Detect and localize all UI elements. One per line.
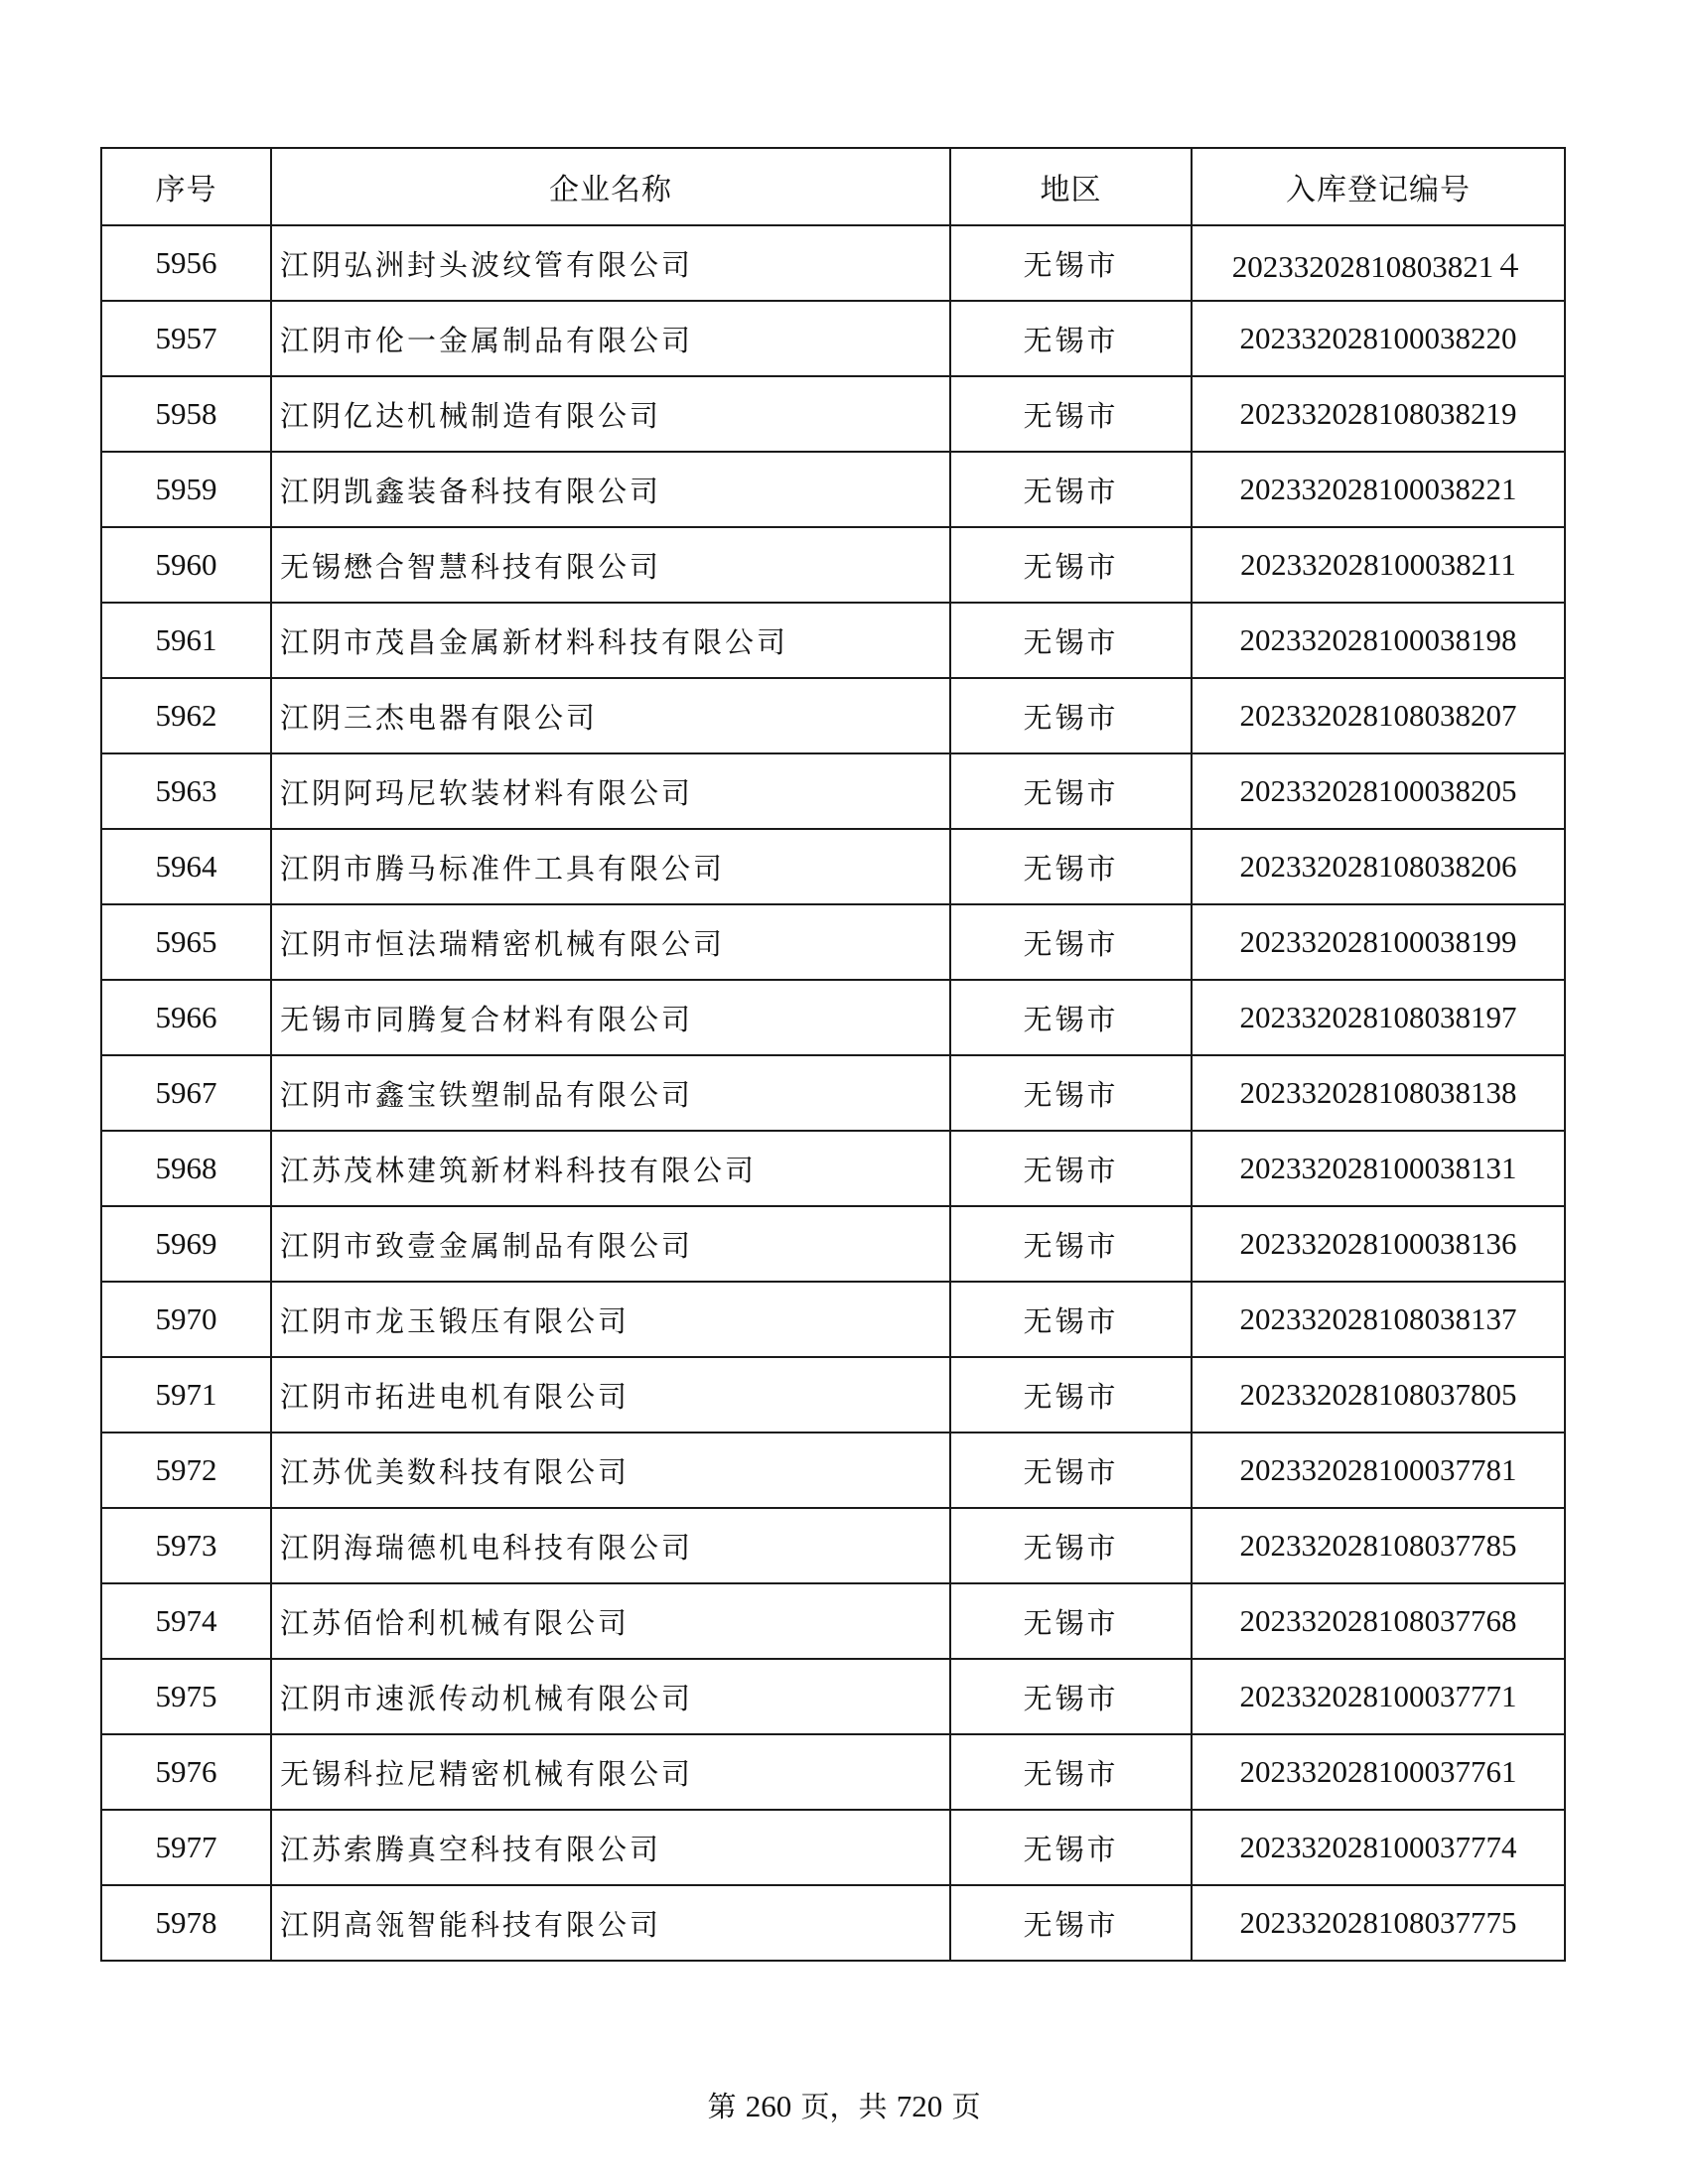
table-row xyxy=(101,753,1565,829)
region-cell: 无锡市 xyxy=(950,1206,1192,1282)
row-number-cell: 5972 xyxy=(101,1433,271,1508)
region-cell: 无锡市 xyxy=(950,376,1192,452)
registration-code-cell: 202332028100038221 xyxy=(1192,452,1565,527)
company-name-cell: 无锡懋合智慧科技有限公司 xyxy=(271,527,950,603)
header-num: 序号 xyxy=(101,148,271,225)
row-number-cell: 5978 xyxy=(101,1885,271,1961)
footer-page-number: 260 xyxy=(745,2089,792,2123)
registration-code-cell: 202332028108038138 xyxy=(1192,1055,1565,1131)
row-number-cell: 5957 xyxy=(101,301,271,376)
registration-code-cell: 202332028100038136 xyxy=(1192,1206,1565,1282)
row-number-cell: 5968 xyxy=(101,1131,271,1206)
table-row xyxy=(101,829,1565,904)
table-row xyxy=(101,603,1565,678)
registration-code-cell: 202332028108038197 xyxy=(1192,980,1565,1055)
row-number-cell: 5976 xyxy=(101,1734,271,1810)
company-name-cell: 江阴市恒法瑞精密机械有限公司 xyxy=(271,904,950,980)
table-row xyxy=(101,452,1565,527)
table-row xyxy=(101,376,1565,452)
row-number-cell: 5960 xyxy=(101,527,271,603)
table-row xyxy=(101,1433,1565,1508)
enterprise-registry-table xyxy=(100,147,1566,1962)
row-number-cell: 5961 xyxy=(101,603,271,678)
table-row xyxy=(101,1885,1565,1961)
registration-code-cell: 202332028108037775 xyxy=(1192,1885,1565,1961)
company-name-cell: 江阴弘洲封头波纹管有限公司 xyxy=(271,225,950,301)
region-cell: 无锡市 xyxy=(950,1810,1192,1885)
row-number-cell: 5956 xyxy=(101,225,271,301)
region-cell: 无锡市 xyxy=(950,1433,1192,1508)
row-number-cell: 5964 xyxy=(101,829,271,904)
region-cell: 无锡市 xyxy=(950,1055,1192,1131)
region-cell: 无锡市 xyxy=(950,753,1192,829)
company-name-cell: 江阴市速派传动机械有限公司 xyxy=(271,1659,950,1734)
registration-code-cell: 202332028100038211 xyxy=(1192,527,1565,603)
registration-code-cell: 202332028100037781 xyxy=(1192,1433,1565,1508)
registration-code-cell: 202332028108037805 xyxy=(1192,1357,1565,1433)
registration-code-cell: 202332028100037771 xyxy=(1192,1659,1565,1734)
row-number-cell: 5958 xyxy=(101,376,271,452)
page-footer xyxy=(0,2085,1688,2125)
table-row xyxy=(101,1206,1565,1282)
table-row xyxy=(101,1734,1565,1810)
region-cell: 无锡市 xyxy=(950,603,1192,678)
row-number-cell: 5967 xyxy=(101,1055,271,1131)
region-cell: 无锡市 xyxy=(950,527,1192,603)
table-row xyxy=(101,678,1565,753)
region-cell: 无锡市 xyxy=(950,1131,1192,1206)
table-row xyxy=(101,1583,1565,1659)
registration-code-cell: 202332028108038206 xyxy=(1192,829,1565,904)
header-region: 地区 xyxy=(950,148,1192,225)
company-name-cell: 江苏茂林建筑新材料科技有限公司 xyxy=(271,1131,950,1206)
company-name-cell: 江阴市鑫宝铁塑制品有限公司 xyxy=(271,1055,950,1131)
footer-middle: 页，共 xyxy=(800,2090,888,2123)
row-number-cell: 5977 xyxy=(101,1810,271,1885)
region-cell: 无锡市 xyxy=(950,980,1192,1055)
company-name-cell: 江阴市致壹金属制品有限公司 xyxy=(271,1206,950,1282)
registration-code-cell: 202332028108038219 xyxy=(1192,376,1565,452)
row-number-cell: 5970 xyxy=(101,1282,271,1357)
registration-code-cell: 202332028108038207 xyxy=(1192,678,1565,753)
region-cell: 无锡市 xyxy=(950,1357,1192,1433)
row-number-cell: 5963 xyxy=(101,753,271,829)
registration-code-cell: 202332028100038199 xyxy=(1192,904,1565,980)
company-name-cell: 江阴高瓴智能科技有限公司 xyxy=(271,1885,950,1961)
region-cell: 无锡市 xyxy=(950,1282,1192,1357)
table-row xyxy=(101,1131,1565,1206)
row-number-cell: 5975 xyxy=(101,1659,271,1734)
company-name-cell: 江阴亿达机械制造有限公司 xyxy=(271,376,950,452)
company-name-cell: 江阴阿玛尼软装材料有限公司 xyxy=(271,753,950,829)
row-number-cell: 5965 xyxy=(101,904,271,980)
registration-code-cell: 202332028100037761 xyxy=(1192,1734,1565,1810)
footer-prefix: 第 xyxy=(707,2090,737,2123)
region-cell: 无锡市 xyxy=(950,904,1192,980)
company-name-cell: 江阴凯鑫装备科技有限公司 xyxy=(271,452,950,527)
company-name-cell: 无锡市同腾复合材料有限公司 xyxy=(271,980,950,1055)
region-cell: 无锡市 xyxy=(950,1659,1192,1734)
row-number-cell: 5974 xyxy=(101,1583,271,1659)
registration-code-cell: 202332028100038205 xyxy=(1192,753,1565,829)
company-name-cell: 江阴海瑞德机电科技有限公司 xyxy=(271,1508,950,1583)
registration-code-cell: 20233202810803821４ xyxy=(1192,225,1565,301)
table-body xyxy=(101,225,1565,1961)
row-number-cell: 5969 xyxy=(101,1206,271,1282)
region-cell: 无锡市 xyxy=(950,829,1192,904)
company-name-cell: 江阴市龙玉锻压有限公司 xyxy=(271,1282,950,1357)
table-header xyxy=(101,148,1565,225)
header-code: 入库登记编号 xyxy=(1192,148,1565,225)
row-number-cell: 5959 xyxy=(101,452,271,527)
region-cell: 无锡市 xyxy=(950,1508,1192,1583)
registration-code-cell: 202332028100037774 xyxy=(1192,1810,1565,1885)
company-name-cell: 江苏索腾真空科技有限公司 xyxy=(271,1810,950,1885)
table-row xyxy=(101,1282,1565,1357)
row-number-cell: 5962 xyxy=(101,678,271,753)
header-name: 企业名称 xyxy=(271,148,950,225)
region-cell: 无锡市 xyxy=(950,1583,1192,1659)
registration-code-cell: 202332028100038220 xyxy=(1192,301,1565,376)
footer-total-pages: 720 xyxy=(896,2089,943,2123)
region-cell: 无锡市 xyxy=(950,452,1192,527)
company-name-cell: 江阴市茂昌金属新材料科技有限公司 xyxy=(271,603,950,678)
footer-suffix: 页 xyxy=(951,2090,981,2123)
table-row xyxy=(101,1508,1565,1583)
table-row xyxy=(101,225,1565,301)
company-name-cell: 江阴市腾马标准件工具有限公司 xyxy=(271,829,950,904)
region-cell: 无锡市 xyxy=(950,678,1192,753)
table-row xyxy=(101,1357,1565,1433)
table-row xyxy=(101,527,1565,603)
table-row xyxy=(101,1810,1565,1885)
row-number-cell: 5973 xyxy=(101,1508,271,1583)
region-cell: 无锡市 xyxy=(950,301,1192,376)
table-row xyxy=(101,1055,1565,1131)
region-cell: 无锡市 xyxy=(950,1885,1192,1961)
company-name-cell: 江苏佰恰利机械有限公司 xyxy=(271,1583,950,1659)
table-row xyxy=(101,1659,1565,1734)
registration-code-cell: 202332028108037768 xyxy=(1192,1583,1565,1659)
row-number-cell: 5971 xyxy=(101,1357,271,1433)
company-name-cell: 无锡科拉尼精密机械有限公司 xyxy=(271,1734,950,1810)
company-name-cell: 江阴市伦一金属制品有限公司 xyxy=(271,301,950,376)
table-row xyxy=(101,980,1565,1055)
company-name-cell: 江阴市拓进电机有限公司 xyxy=(271,1357,950,1433)
company-name-cell: 江苏优美数科技有限公司 xyxy=(271,1433,950,1508)
registration-code-cell: 202332028108038137 xyxy=(1192,1282,1565,1357)
registration-code-cell: 202332028108037785 xyxy=(1192,1508,1565,1583)
registration-code-cell: 202332028100038198 xyxy=(1192,603,1565,678)
table-row xyxy=(101,301,1565,376)
table-row xyxy=(101,904,1565,980)
region-cell: 无锡市 xyxy=(950,1734,1192,1810)
header-row xyxy=(101,148,1565,225)
region-cell: 无锡市 xyxy=(950,225,1192,301)
registration-code-cell: 202332028100038131 xyxy=(1192,1131,1565,1206)
company-name-cell: 江阴三杰电器有限公司 xyxy=(271,678,950,753)
row-number-cell: 5966 xyxy=(101,980,271,1055)
